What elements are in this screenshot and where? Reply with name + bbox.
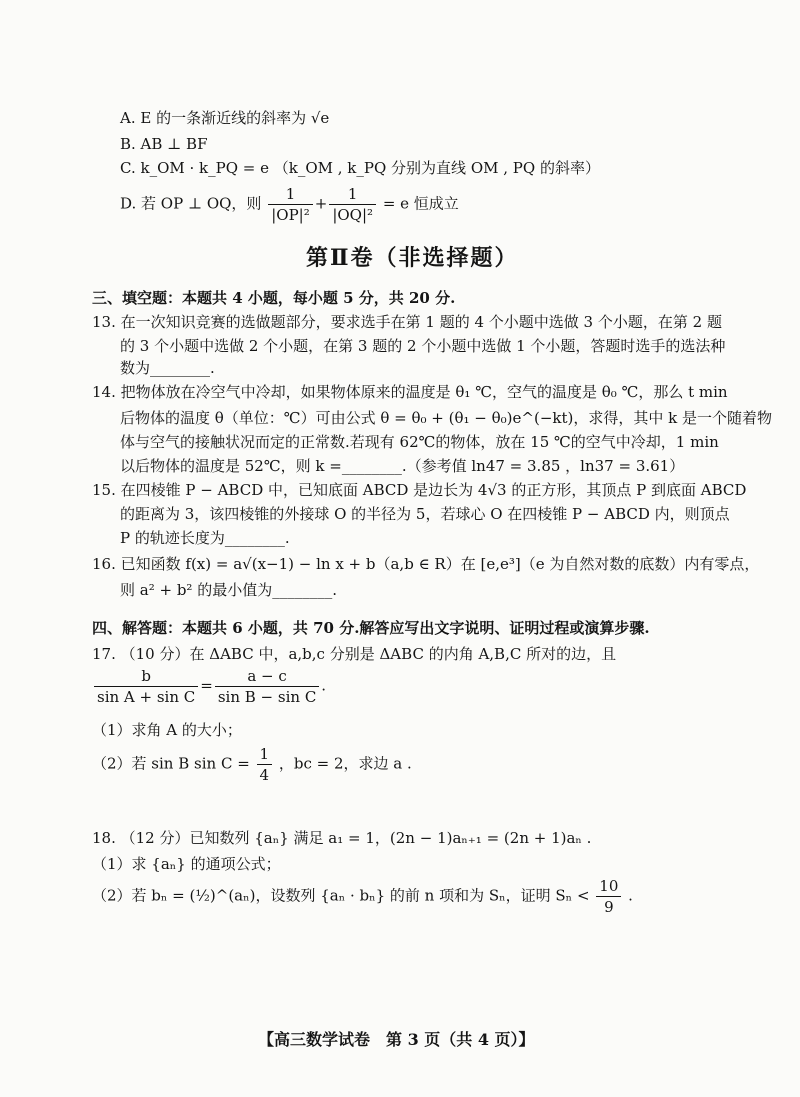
q18-part-1: （1）求 {aₙ} 的通项公式； (92, 855, 281, 873)
q17-part-2-fraction (257, 744, 273, 785)
q18-line-1: 18. （12 分）已知数列 {aₙ} 满足 a₁ = 1，(2n − 1)aₙ₊₁ = (2n + 1)aₙ . (92, 829, 592, 847)
q13-line-3: 数为________. (120, 359, 215, 377)
q16-line-1: 16. 已知函数 f(x) = a√(x−1) − ln x + b（a,b ∈ R）在 [e,e³]（e 为自然对数的底数）内有零点， (92, 555, 760, 573)
q18-p2-num: 10 (596, 876, 621, 897)
q17-equation (92, 666, 326, 707)
option-b: B. AB ⊥ BF (120, 135, 208, 153)
option-d-frac2-den: |OQ|² (332, 206, 374, 224)
q18-p2-den: 9 (604, 898, 614, 916)
option-d: D. 若 OP ⊥ OQ，则 $\frac{1}{\text{|OP|²}}$ + $\frac{1}{\text{|OQ|²}}$ = e 恒成立 (120, 185, 459, 224)
q15-line-3: P 的轨迹长度为________. (120, 529, 290, 547)
option-a: A. E 的一条渐近线的斜率为 √e (120, 109, 330, 127)
q18-part-2-prefix: （2）若 bₙ = (½)^(aₙ)，设数列 {aₙ · bₙ} 的前 n 项和为 Sₙ，证明 Sₙ < (92, 886, 590, 905)
option-c: C. k_OM · k_PQ = e （k_OM , k_PQ 分别为直线 OM , PQ 的斜率） (120, 159, 600, 177)
section-3-heading: 三、填空题：本题共 4 小题，每小题 5 分，共 20 分. (92, 289, 456, 307)
q13-line-2: 的 3 个小题中选做 2 个小题，在第 3 题的 2 个小题中选做 1 个小题，答题时选手的选法种 (120, 337, 726, 355)
q14-line-4: 以后物体的温度是 52℃，则 k =________.（参考值 ln47 = 3.85 ，ln37 = 3.61） (120, 457, 685, 475)
q14-line-2: 后物体的温度 θ（单位：℃）可由公式 θ = θ₀ + (θ₁ − θ₀)e^(−kt)，求得，其中 k 是一个随着物 (120, 409, 772, 427)
q17-part-2 (92, 744, 412, 785)
q18-part-2 (92, 876, 633, 917)
q18-part-2-fraction (596, 876, 621, 917)
q18-part-2-suffix: . (628, 886, 633, 905)
option-d-frac2-num: 1 (329, 184, 376, 205)
q17-fraction-right (215, 666, 319, 707)
q17-part-2-prefix: （2）若 sin B sin C = (92, 754, 250, 773)
section-2-title: 第Ⅱ卷（非选择题） (306, 245, 519, 271)
option-d-frac1-num: 1 (268, 184, 313, 205)
q17-part-1: （1）求角 A 的大小； (92, 721, 242, 739)
option-d-fraction-1 (268, 184, 313, 225)
q17-frac1-den: sin A + sin C (97, 688, 196, 706)
q14-line-1: 14. 把物体放在冷空气中冷却，如果物体原来的温度是 θ₁ ℃，空气的温度是 θ₀ ℃，那么 t min (92, 383, 728, 401)
q15-line-2: 的距离为 3，该四棱锥的外接球 O 的半径为 5，若球心 O 在四棱锥 P − ABCD 内，则顶点 (120, 505, 730, 523)
q17-equals: = (200, 676, 213, 695)
q17-frac2-num: a − c (215, 666, 319, 687)
option-d-fraction-2 (329, 184, 376, 225)
q17-line-1: 17. （10 分）在 ΔABC 中，a,b,c 分别是 ΔABC 的内角 A,B,C 所对的边，且 (92, 645, 617, 663)
option-d-frac1-den: |OP|² (271, 206, 310, 224)
section-4-heading: 四、解答题：本题共 6 小题，共 70 分.解答应写出文字说明、证明过程或演算步骤. (92, 619, 650, 637)
q14-line-3: 体与空气的接触状况而定的正常数.若现有 62℃的物体，放在 15 ℃的空气中冷却，1 min (120, 433, 719, 451)
q17-frac2-den: sin B − sin C (217, 688, 317, 706)
q15-line-1: 15. 在四棱锥 P − ABCD 中，已知底面 ABCD 是边长为 4√3 的正方形，其顶点 P 到底面 ABCD (92, 481, 747, 499)
option-d-prefix: D. 若 OP ⊥ OQ，则 (120, 194, 262, 213)
page-footer: 【高三数学试卷 第 3 页（共 4 页）】 (258, 1030, 535, 1049)
q16-line-2: 则 a² + b² 的最小值为________. (120, 581, 337, 599)
q13-line-1: 13. 在一次知识竞赛的选做题部分，要求选手在第 1 题的 4 个小题中选做 3 个小题，在第 2 题 (92, 313, 722, 331)
q17-p2-den: 4 (259, 766, 270, 784)
q17-equation-end: . (321, 676, 327, 695)
q17-frac1-num: b (94, 666, 198, 687)
q17-part-2-suffix: ，bc = 2，求边 a . (278, 754, 412, 773)
q17-fraction-left (94, 666, 198, 707)
q17-p2-num: 1 (257, 744, 273, 765)
option-d-suffix: = e 恒成立 (382, 194, 459, 213)
